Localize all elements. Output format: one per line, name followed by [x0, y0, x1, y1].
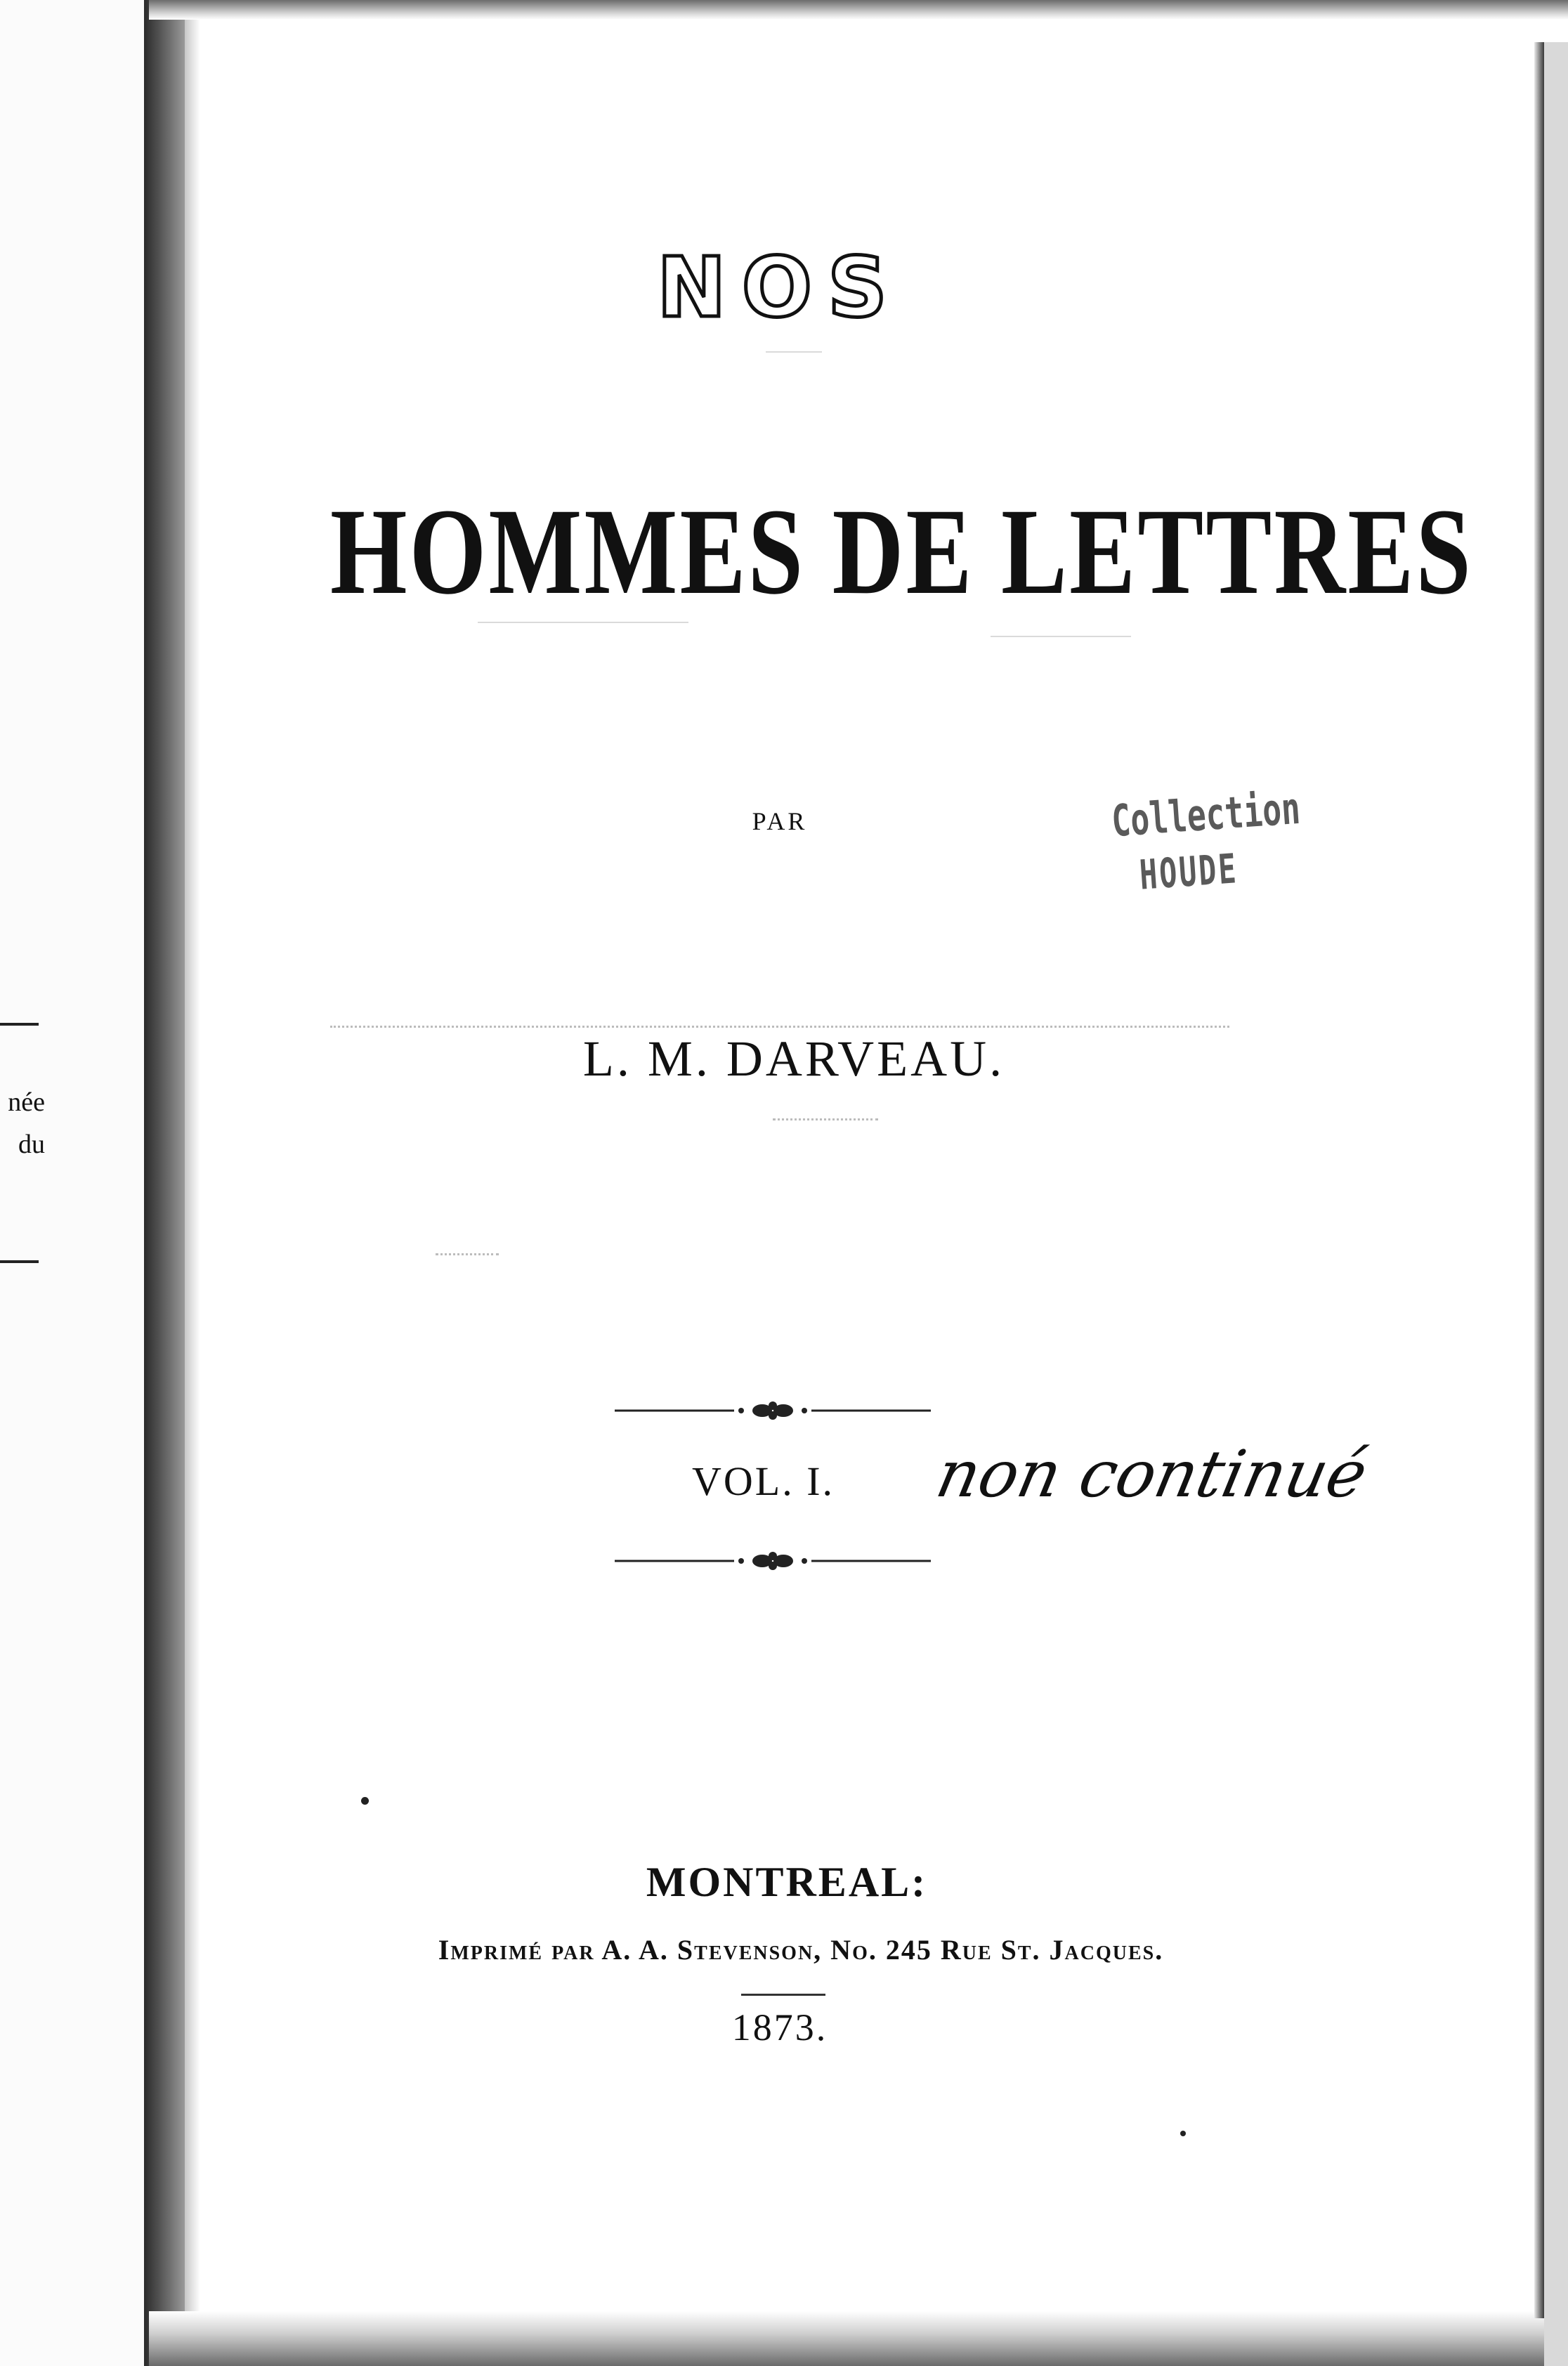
handwritten-note-text: non continué: [930, 1436, 1374, 1512]
stamp-line-2: HOUDE: [1137, 844, 1240, 899]
publisher-city: MONTREAL:: [646, 1859, 928, 1905]
stamp-line-1: Collection: [1109, 782, 1302, 847]
page-top-edge: [149, 0, 1568, 20]
page-bottom-edge: [149, 2311, 1568, 2366]
publication-year: 1873.: [731, 2006, 828, 2048]
publisher-imprint: Imprimé par A. A. Stevenson, No. 245 Rue St. Jacques.: [438, 1934, 1164, 1966]
book-gutter: [144, 0, 185, 2366]
series-title: NOS: [656, 239, 903, 336]
author-name: L. M. DARVEAU.: [582, 1031, 1005, 1087]
main-title: HOMMES DE LETTRES: [330, 483, 1473, 620]
left-page-fragment: [0, 0, 149, 2366]
by-label: PAR: [752, 807, 808, 835]
ornament-divider-bottom: [615, 1550, 931, 1571]
collection-stamp: [1081, 782, 1302, 917]
left-page-text-1: née: [8, 1087, 45, 1117]
ink-spot: [1180, 2131, 1186, 2136]
volume-label: VOL. I.: [692, 1458, 835, 1504]
page-stack-edge: [1544, 42, 1568, 2366]
left-page-rule-top: [0, 1023, 39, 1026]
bleed-dotted-line: [773, 1118, 878, 1120]
ornament-divider-top: [615, 1400, 931, 1421]
imprint-rule: [741, 1994, 825, 1996]
left-page-rule-bottom: [0, 1260, 39, 1263]
bleed-mark: [766, 351, 822, 353]
handwritten-note: [927, 1426, 1419, 1517]
bleed-dotted-line: [330, 1026, 1229, 1028]
bleed-dotted-line: [436, 1253, 499, 1255]
page-right-edge: [1534, 42, 1544, 2318]
left-page-text-2: du: [18, 1130, 45, 1159]
ink-spot: [361, 1797, 369, 1805]
bleed-mark: [991, 636, 1131, 637]
gutter-shadow: [185, 0, 200, 2366]
